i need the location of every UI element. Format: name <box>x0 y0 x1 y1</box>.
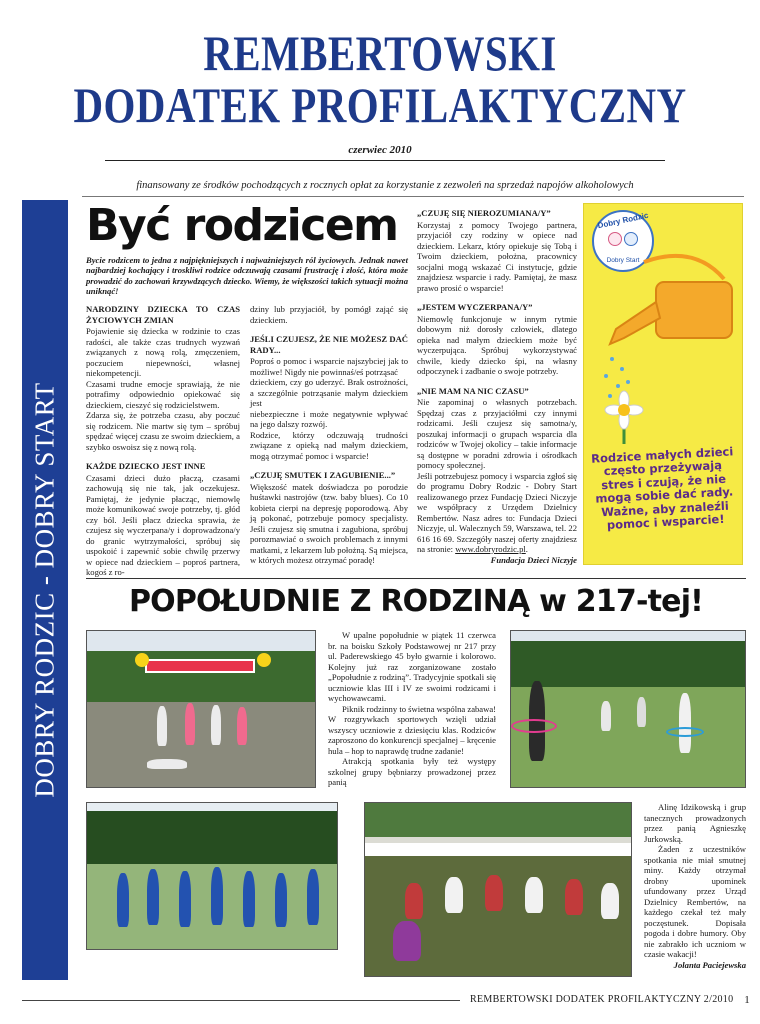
section-heading: „CZUJĘ SIĘ NIEROZUMIANA/Y” <box>417 208 551 218</box>
footer <box>470 994 750 1006</box>
section-heading: NARODZINY DZIECKA TO CZAS ŻYCIOWYCH ZMIAN <box>86 304 240 325</box>
section-heading: KAŻDE DZIECKO JEST INNE <box>86 461 206 471</box>
article2-column-2 <box>644 802 746 970</box>
paragraph: Atrakcją spotkania były też występy szkolnej grupy bębniarzy prowadzonej przez panią <box>328 756 496 787</box>
article1-column-3 <box>417 208 577 565</box>
photo-dance-group <box>86 802 338 950</box>
paragraph: dziny lub przyjaciół, by pomógł zająć się dzieckiem. <box>250 304 408 325</box>
article1-column-2 <box>250 304 408 566</box>
period: . <box>525 544 528 554</box>
paragraph: Piknik rodzinny to świetna wspólna zabawa! W rozgrywkach sportowych wzięli udział wszyscy uczniowie z dziesięciu klas. Rodziców zaproszono do konkurencji specjalnej – kręcenie hula – hop to naprawdę trudne zadanie! <box>328 703 496 756</box>
paragraph: Zdarza się, że potrzeba czasu, aby poczuć się rodzicem. Nie martw się tym – spróbuj spędzać więcej czasu ze swoim dzieckiem, a szybko oswoisz się z nową rolą. <box>86 410 240 452</box>
paragraph <box>417 471 577 555</box>
banner <box>145 659 255 673</box>
paragraph: Rodzice, którzy odczuwają trudności związane z opieką nad małym dzieckiem, mogą otrzymać pomoc i wsparcie! <box>250 429 408 461</box>
section-heading: „JESTEM WYCZERPANA/Y” <box>417 302 533 312</box>
paragraph: Nie zapominaj o własnych potrzebach. Spędzaj czas z przyjaciółmi czy innymi rodzicami. Jeśli czujesz się samotna/y, poszukaj informacji o grupach wsparcia dla rodziców w Twojej okolicy – takie informacje są dostępne w poradni zdrowia i ośrodkach pomocy społecznej. <box>417 397 577 470</box>
article2-signature: Jolanta Paciejewska <box>673 959 746 970</box>
paragraph: niebezpieczne i może negatywnie wpływać na jego dalszy rozwój. <box>250 408 408 429</box>
divider <box>82 196 744 197</box>
paragraph: Większość matek doświadcza po porodzie huśtawki nastrojów (tzw. baby blues). Co 10 kobieta cierpi na depresję poporodową. Aby ją pokonać, potrzebuje pomocy specjalisty. Jeśli czujesz się smutna i zagubiona, spróbuj porozmawiać o swoich problemach z innymi matkami, z lekarzem lub położną. Są miejsca, w których możesz otrzymać poradę! <box>250 481 408 565</box>
sidebar-label: DOBRY RODZIC - DOBRY START <box>29 382 60 798</box>
article1-signature: Fundacja Dzieci Niczyje <box>490 554 577 565</box>
logo-top-text: Dobry Rodzic <box>596 210 650 231</box>
photo-hula-hoop <box>510 630 746 788</box>
article2-title: POPOŁUDNIE Z RODZINĄ w 217-tej! <box>128 584 704 619</box>
sidebar-banner <box>22 200 68 980</box>
paragraph: Poproś o pomoc i wsparcie najszybciej jak to możliwe! Nigdy nie powinnaś/eś potrząsać <box>250 356 408 377</box>
page-number: 1 <box>744 994 750 1006</box>
website-link[interactable]: www.dobryrodzic.pl <box>455 544 526 554</box>
footer-label: REMBERTOWSKI DODATEK PROFILAKTYCZNY 2/2010 <box>470 994 734 1005</box>
paragraph: W upalne popołudnie w piątek 11 czerwca br. na boisku Szkoły Podstawowej nr 217 przy ul. Paderewskiego 45 było gwarnie i kolorowo. Kolejny już raz zorganizowane zostało „Popołudnie z rodziną”. Tradycyjnie spotkali się uczniowie klas III i IV ze swoimi rodzicami i wychowawcami. <box>328 630 496 703</box>
masthead-line1: REMBERTOWSKI <box>203 25 557 81</box>
contact-text: Jeśli potrzebujesz pomocy i wsparcia zgłoś się do programu Dobry Rodzic - Dobry Start realizowanego przez Fundację Dzieci Niczyje we współpracy z Urzędem Dzielnicy Rembertów. Nasz adres to: Fundacja Dzieci Niczyje, ul. Walecznych 59, Warszawa, tel. 22 616 16 69. Szczegóły naszej oferty znajdziesz na stronie: <box>417 470 577 554</box>
paragraph: Alinę Idzikowską i grup tanecznych prowadzonych przez panią Agnieszkę Jurkowską. <box>644 802 746 844</box>
poster-slogan: Rodzice małych dzieci często przeżywają stres i czują, że nie mogą sobie dać rady. Ważne, aby znaleźli pomoc i wsparcie! <box>590 444 734 533</box>
article2-column-1 <box>328 630 496 788</box>
paragraph: dzieckiem, czy go uderzyć. Brak ostrożności, a szczególnie potrząsanie małym dzieckiem jest <box>250 377 408 408</box>
section-heading: JEŚLI CZUJESZ, ŻE NIE MOŻESZ DAĆ RADY... <box>250 334 408 355</box>
divider <box>86 578 746 579</box>
logo-bottom-text: Dobry Start <box>606 257 640 264</box>
article1-lead: Bycie rodzicem to jedna z najpiękniejszych i najważniejszych ról życiowych. Jednak nawet najbardziej kochający i troskliwi rodzice odczuwają czasami frustrację i złość, która może prowadzić do zachowań krzywdzących dziecko. Wiemy, że większości takich sytuacji można uniknąć! <box>86 255 408 297</box>
issue-date: czerwiec 2010 <box>348 144 412 156</box>
section-heading: „CZUJĘ SMUTEK I ZAGUBIENIE...” <box>250 470 396 480</box>
paragraph: Żaden z uczestników spotkania nie miał smutnej miny. Każdy otrzymał drobny upominek ufundowany przez Urząd Dzielnicy Rembertów, na każdego czekał też mały poczęstunek. Dopisała pogoda i dobre humory. Oby nie zabrakło ich uczniom w czasie wakacji! <box>644 844 746 959</box>
divider <box>22 1000 460 1001</box>
funding-note: finansowany ze środków pochodzących z rocznych opłat za korzystanie z zezwoleń na sprzedaż napojów alkoholowych <box>136 180 634 191</box>
photo-gymnastics-show <box>86 630 316 788</box>
paragraph: Niemowlę funkcjonuje w innym rytmie dobowym niż dorosły człowiek, dlatego opieka nad małym dzieckiem może być wyczerpująca. Spróbuj wykorzystywać chwile, kiedy dziecko śpi, na własny odpoczynek i zadbanie o swoje potrzeby. <box>417 313 577 376</box>
paragraph: Korzystaj z pomocy Twojego partnera, przyjaciół czy rodziny w opiece nad dzieckiem. Lekarz, który opiekuje się Tobą i Twoim dzieckiem, położna, pracownicy socjalni mogą wskazać Ci instytucje, gdzie znajdziesz wsparcie i rady. Pamiętaj, że masz prawo prosić o wsparcie! <box>417 219 577 293</box>
photo-drummers <box>364 802 632 977</box>
section-heading: „NIE MAM NA NIC CZASU” <box>417 385 529 396</box>
article1-column-1 <box>86 304 240 578</box>
paragraph: Czasami trudne emocje sprawiają, że nie potrafimy odpowiednio opiekować się dzieckiem, cieszyć się rodzicielstwem. <box>86 378 240 410</box>
masthead <box>0 25 760 133</box>
campaign-poster <box>583 203 743 565</box>
paragraph: Czasami dzieci dużo płaczą, czasami zachowują się nie tak, jak oczekujesz. Pamiętaj, że jedynie płacząc, niemowlę może komunikować swoje potrzeby, tj. głód czy ból. Jeśli płacz dziecka sprawia, że czujesz się wyczerpana/y i doprowadzona/y do granic wytrzymałości, spróbuj się uspokoić i zapewnić sobie chwilę przerwy w opiece nad dzieckiem – poproś partnera, kogoś z ro- <box>86 472 240 577</box>
paragraph: Pojawienie się dziecka w rodzinie to czas radości, ale także czas trudnych wyzwań związanych z nową rolą, zmęczeniem, poczuciem niepewności, własnej niekompetencji. <box>86 326 240 378</box>
article1-title: Być rodzicem <box>86 200 398 251</box>
masthead-line2: DODATEK PROFILAKTYCZNY <box>73 77 687 133</box>
divider <box>105 160 665 161</box>
